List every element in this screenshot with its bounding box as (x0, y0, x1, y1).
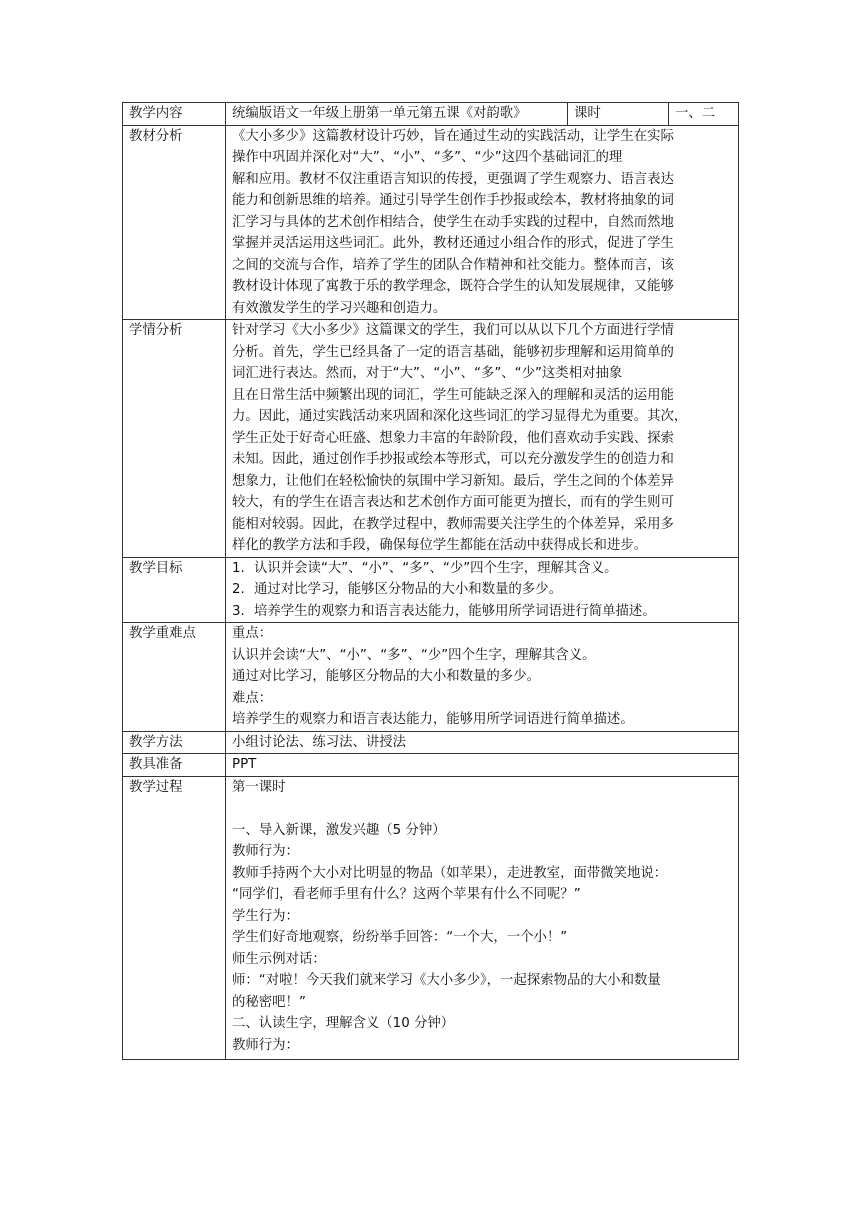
process-line: 第一课时 (232, 779, 286, 795)
row-content (123, 103, 739, 126)
process-line: 师生示例对话： (232, 951, 326, 967)
value-students (226, 320, 739, 558)
goal-item (232, 601, 734, 623)
keypoints-line: 培养学生的观察力和语言表达能力，能够用所学词语进行简单描述。 (232, 712, 634, 727)
label-process: 教学过程 (123, 776, 226, 1060)
process-line: 教师行为： (232, 1037, 299, 1053)
row-students (123, 320, 739, 558)
row-methods (123, 731, 739, 754)
material-line: 教材设计体现了寓教于乐的教学理念，既符合学生的认知发展规律，又能够 (232, 279, 674, 294)
students-line: 且在日常生活中频繁出现的词汇，学生可能缺乏深入的理解和灵活的运用能 (232, 387, 674, 403)
lesson-plan-table (122, 102, 739, 1060)
process-line: 学生们好奇地观察，纷纷举手回答：“一个大，一个小！” (232, 930, 568, 945)
material-line: 之间的交流与合作，培养了学生的团队合作精神和社交能力。整体而言，该 (232, 257, 674, 273)
label-tools: 教具准备 (123, 754, 226, 777)
label-students: 学情分析 (123, 320, 226, 558)
students-line: 词汇进行表达。然而，对于“大”、“小”、“多”、“少”这类相对抽象 (232, 366, 623, 381)
process-line: 二、认读生字，理解含义（10 分钟） (232, 1016, 455, 1031)
goal-text: 认识并会读“大”、“小”、“多”、“少”四个生字，理解其含义。 (254, 560, 618, 576)
value-methods: 小组讨论法、练习法、讲授法 (226, 731, 739, 754)
goal-item (232, 558, 734, 580)
keypoints-line: 通过对比学习，能够区分物品的大小和数量的多少。 (232, 669, 540, 684)
keypoints-line: 难点： (232, 690, 273, 706)
row-goals (123, 557, 739, 623)
goal-number: 3. (232, 603, 245, 619)
row-keypoints (123, 623, 739, 732)
goal-text: 培养学生的观察力和语言表达能力，能够用所学词语进行简单描述。 (254, 603, 656, 619)
goal-number: 2. (232, 582, 245, 597)
keypoints-line: 重点： (232, 626, 273, 641)
material-line: 能力和创新思维的培养。通过引导学生创作手抄报或绘本，教材将抽象的词 (232, 193, 674, 208)
material-line: 汇学习与具体的艺术创作相结合，使学生在动手实践的过程中，自然而然地 (232, 214, 674, 230)
students-line: 力。因此，通过实践活动来巩固和深化这些词汇的学习显得尤为重要。其次， (232, 409, 688, 424)
keypoints-line: 认识并会读“大”、“小”、“多”、“少”四个生字，理解其含义。 (232, 647, 596, 663)
value-process (226, 776, 739, 1060)
value-tools: PPT (226, 754, 739, 777)
students-line: 分析。首先，学生已经具备了一定的语言基础，能够初步理解和运用简单的 (232, 344, 674, 360)
material-line: 掌握并灵活运用这些词汇。此外，教材还通过小组合作的形式，促进了学生 (232, 236, 674, 251)
process-line (232, 798, 734, 820)
row-material (123, 125, 739, 320)
row-process (123, 776, 739, 1060)
label-keypoints: 教学重难点 (123, 623, 226, 732)
students-line: 想象力，让他们在轻松愉快的氛围中学习新知。最后，学生之间的个体差异 (232, 473, 674, 489)
value-keypoints (226, 623, 739, 732)
students-line: 学生正处于好奇心旺盛、想象力丰富的年龄阶段，他们喜欢动手实践、探索 (232, 430, 674, 446)
goal-number: 1. (232, 560, 245, 576)
students-line: 未知。因此，通过创作手抄报或绘本等形式，可以充分激发学生的创造力和 (232, 452, 674, 467)
material-line: 操作中巩固并深化对“大”、“小”、“多”、“少”这四个基础词汇的理 (232, 150, 623, 165)
material-line: 《大小多少》这篇教材设计巧妙，旨在通过生动的实践活动，让学生在实际 (232, 128, 674, 144)
label-content: 教学内容 (123, 103, 226, 126)
label-methods: 教学方法 (123, 731, 226, 754)
goal-text: 通过对比学习，能够区分物品的大小和数量的多少。 (254, 582, 562, 597)
process-line: 学生行为： (232, 908, 299, 924)
students-line: 样化的教学方法和手段，确保每位学生都能在活动中获得成长和进步。 (232, 538, 648, 553)
material-line: 解和应用。教材不仅注重语言知识的传授，更强调了学生观察力、语言表达 (232, 171, 674, 187)
students-line: 针对学习《大小多少》这篇课文的学生，我们可以从以下几个方面进行学情 (232, 323, 674, 338)
process-line: “同学们，看老师手里有什么？这两个苹果有什么不同呢？” (232, 887, 581, 902)
process-line: 教师手持两个大小对比明显的物品（如苹果），走进教室，面带微笑地说： (232, 865, 668, 881)
process-line: 师：“对啦！今天我们就来学习《大小多少》，一起探索物品的大小和数量 (232, 973, 661, 988)
students-line: 能相对较弱。因此，在教学过程中，教师需要关注学生的个体差异，采用多 (232, 516, 674, 532)
value-period: 一、二 (669, 103, 739, 126)
label-period: 课时 (568, 103, 669, 126)
value-goals (226, 557, 739, 623)
goal-item (232, 579, 734, 601)
label-goals: 教学目标 (123, 557, 226, 623)
row-tools (123, 754, 739, 777)
process-line: 教师行为： (232, 844, 299, 859)
material-line: 有效激发学生的学习兴趣和创造力。 (232, 300, 447, 316)
process-line: 一、导入新课，激发兴趣（5 分钟） (232, 822, 446, 838)
students-line: 较大，有的学生在语言表达和艺术创作方面可能更为擅长，而有的学生则可 (232, 495, 674, 510)
value-content: 统编版语文一年级上册第一单元第五课《对韵歌》 (226, 103, 568, 126)
label-material: 教材分析 (123, 125, 226, 320)
process-line: 的秘密吧！” (232, 994, 306, 1010)
value-material (226, 125, 739, 320)
